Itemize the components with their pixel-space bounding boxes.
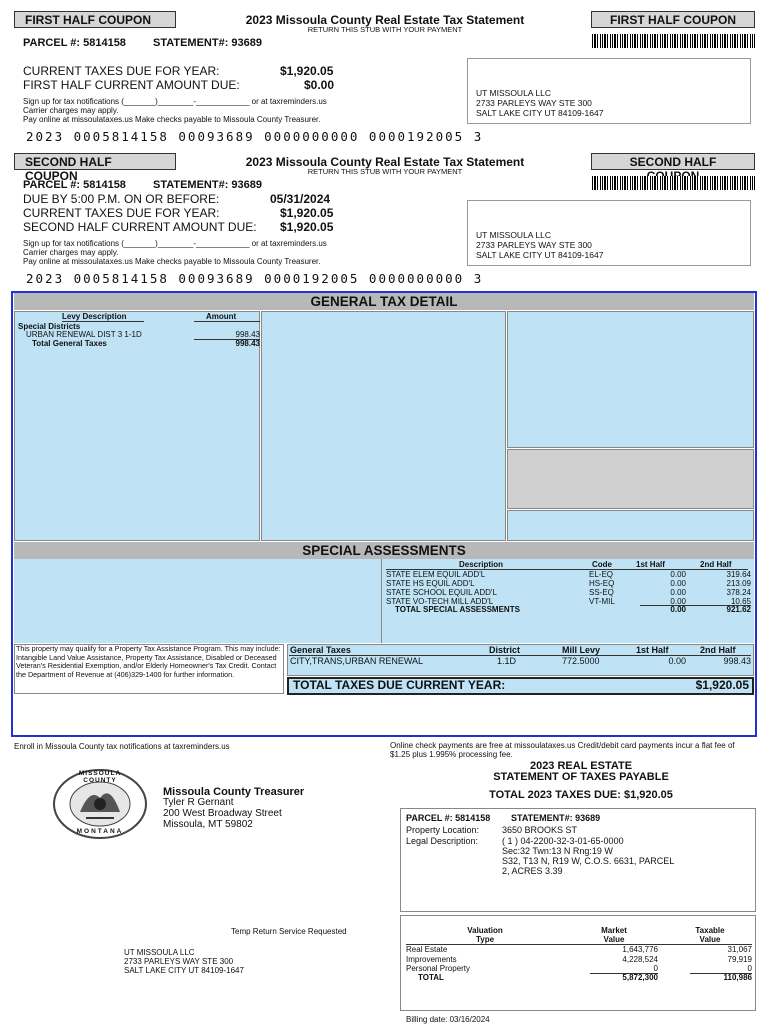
sa-first-half: 0.00 (670, 570, 686, 579)
treasurer-title: Missoula County Treasurer (163, 786, 305, 798)
statement-title: 2023 Missoula County Real Estate Tax Statement (245, 13, 525, 27)
parcel-number: PARCEL #: 5814158 (406, 813, 491, 823)
header-line: Value (699, 935, 721, 944)
address-line: 2733 PARLEYS WAY STE 300 (476, 98, 592, 108)
special-assessments-title: SPECIAL ASSESSMENTS (14, 542, 754, 559)
ocr-scan-line: 2023 0005814158 00093689 0000192005 0000000000 3 (26, 271, 484, 286)
valuation-type: Personal Property (406, 964, 471, 973)
sa-codes (589, 570, 615, 606)
current-taxes-value: $1,920.05 (280, 64, 334, 78)
billing-date: Billing date: 03/16/2024 (406, 1015, 490, 1024)
owner-address (124, 948, 244, 975)
address-line: 2733 PARLEYS WAY STE 300 (124, 957, 234, 966)
address-line: UT MISSOULA LLC (476, 88, 551, 98)
sa-second-half: 213.09 (726, 579, 751, 588)
market-values (590, 945, 658, 974)
second-half-coupon-label-right: SECOND HALF (591, 153, 755, 170)
total-general-amount: 998.43 (235, 339, 260, 348)
statement-number: STATEMENT#: 93689 (153, 179, 263, 191)
legal-description (502, 836, 674, 876)
right-panel-bottom (507, 510, 754, 541)
temp-return-notice: Temp Return Service Requested (231, 927, 347, 936)
taxable-value: 79,919 (727, 954, 752, 964)
taxable-value: 31,067 (727, 945, 752, 954)
gt-row-mill: 772.5000 (562, 656, 600, 666)
carrier-notice: Carrier charges may apply. (23, 106, 119, 115)
total-general-label: Total General Taxes (32, 339, 107, 348)
gt-header-second: 2nd Half (700, 645, 736, 655)
amount-header: Amount (206, 312, 237, 321)
market-value: 1,643,776 (622, 945, 658, 954)
address-line: 2733 PARLEYS WAY STE 300 (476, 240, 592, 250)
gt-row-district: 1.1D (497, 656, 517, 666)
sa-second-half-values (700, 570, 751, 606)
sa-code: VT-MIL (589, 597, 615, 606)
due-date-label: DUE BY 5:00 P.M. ON OR BEFORE: (23, 192, 220, 206)
levy-desc-header: Levy Description (62, 312, 127, 321)
sa-desc-header: Description (459, 560, 504, 569)
sa-first-half: 0.00 (670, 597, 686, 606)
valuation-type-header (440, 926, 530, 944)
header-line: Value (603, 935, 625, 944)
statement-title-1: 2023 REAL ESTATE (529, 760, 633, 772)
sa-code-header: Code (592, 560, 612, 569)
taxable-value: 0 (747, 964, 752, 973)
general-tax-detail-title: GENERAL TAX DETAIL (14, 293, 754, 310)
sa-first-half-header: 1st Half (636, 560, 665, 569)
gt-row-second: 998.43 (723, 656, 751, 666)
address-line: UT MISSOULA LLC (124, 948, 195, 957)
property-location-label: Property Location: (406, 825, 480, 835)
statement-number: STATEMENT#: 93689 (153, 37, 263, 49)
middle-panel (261, 311, 506, 541)
address-line: UT MISSOULA LLC (476, 230, 551, 240)
special-districts-label: Special Districts (18, 322, 81, 331)
barcode-icon (592, 176, 755, 190)
sa-code: HS-EQ (589, 579, 615, 588)
legal-line: ( 1 ) 04-2200-32-3-01-65-0000 (502, 836, 624, 846)
gt-row-first: 0.00 (668, 656, 686, 666)
signup-notice: Sign up for tax notifications (_______)________-____________ or at taxreminders.us (23, 97, 327, 106)
parcel-number: PARCEL #: 5814158 (23, 179, 126, 191)
legal-line: 2, ACRES 3.39 (502, 866, 563, 876)
mailing-address-box (467, 200, 751, 266)
address-line: SALT LAKE CITY UT 84109-1647 (476, 108, 604, 118)
parcel-number: PARCEL #: 5814158 (23, 37, 126, 49)
address-line: SALT LAKE CITY UT 84109-1647 (124, 966, 244, 975)
sa-second-half: 10.65 (730, 597, 751, 606)
first-half-coupon-label-left: FIRST HALF COUPON (14, 11, 176, 28)
pay-online-notice: Pay online at missoulataxes.us Make checks payable to Missoula County Treasurer. (23, 115, 321, 124)
header-line: Market (601, 926, 627, 935)
levy-item-amount: 998.43 (235, 330, 260, 339)
sa-total-first: 0.00 (670, 605, 686, 614)
current-taxes-value: $1,920.05 (280, 206, 334, 220)
right-panel-gray (507, 449, 754, 509)
valuation-type: Improvements (406, 954, 457, 964)
header-line: Type (475, 935, 495, 944)
right-panel-top (507, 311, 754, 448)
statement-number: STATEMENT#: 93689 (511, 813, 601, 823)
assistance-text: This property may qualify for a Property Tax Assistance Program. This may include: Intangible Land Value Assistance, Property Tax Assistance, Disabled or Deceased Veteran's Residential Exemption, and/or Elderly Homeowner's Tax Credit. Contact the Department of Revenue at (406)329-1400 for further information. (16, 644, 281, 679)
statement-title-2: STATEMENT OF TAXES PAYABLE (493, 771, 669, 783)
sa-desc: STATE VO-TECH MILL ADD'L (386, 597, 494, 606)
mailing-address-box (467, 58, 751, 124)
valuation-total-label: TOTAL (418, 973, 444, 982)
sa-first-half: 0.00 (670, 588, 686, 597)
gt-row-general: CITY,TRANS,URBAN RENEWAL (290, 656, 424, 666)
sa-first-half-values (640, 570, 686, 606)
gt-header-mill: Mill Levy (562, 645, 601, 655)
legal-line: Sec:32 Twn:13 N Rng:19 W (502, 846, 613, 856)
seal-top-text: MISSOULA COUNTY (78, 770, 122, 784)
total-due-title: TOTAL 2023 TAXES DUE: $1,920.05 (489, 789, 673, 801)
second-half-due-value: $1,920.05 (280, 220, 334, 234)
return-stub-note: RETURN THIS STUB WITH YOUR PAYMENT (307, 167, 463, 176)
seal-bottom-text: MONTANA (76, 828, 124, 835)
due-date-value: 05/31/2024 (270, 192, 331, 206)
market-total: 5,872,300 (622, 973, 658, 982)
sa-desc: STATE HS EQUIL ADD'L (386, 579, 475, 588)
gt-header-general: General Taxes (290, 645, 351, 655)
taxable-values (690, 945, 752, 974)
header-line: Valuation (467, 926, 503, 935)
first-half-coupon-label-right: FIRST HALF COUPON (591, 11, 755, 28)
sa-second-half-header: 2nd Half (700, 560, 732, 569)
header-line: Taxable (695, 926, 725, 935)
gt-header-first: 1st Half (636, 645, 669, 655)
barcode-icon (592, 34, 755, 48)
sa-desc: STATE SCHOOL EQUIL ADD'L (386, 588, 497, 597)
enroll-notice: Enroll in Missoula County tax notifications at taxreminders.us (14, 742, 230, 751)
sa-total-second: 921.62 (726, 605, 751, 614)
online-payment-notice: Online check payments are free at missoulataxes.us Credit/debit card payments incur a flat fee of $1.25 plus 1.995% processing fee. (390, 741, 735, 759)
sa-code: SS-EQ (589, 588, 614, 597)
treasurer-block (163, 797, 282, 830)
statement-title: 2023 Missoula County Real Estate Tax Statement (245, 155, 525, 169)
market-value: 0 (653, 964, 658, 973)
second-half-due-label: SECOND HALF CURRENT AMOUNT DUE: (23, 220, 257, 234)
carrier-notice: Carrier charges may apply. (23, 248, 119, 257)
sa-total-label: TOTAL SPECIAL ASSESSMENTS (395, 605, 520, 614)
divider (194, 321, 260, 322)
taxable-total: 110,986 (723, 973, 752, 982)
treasurer-name: Tyler R Gernant (163, 797, 234, 808)
sa-desc: STATE ELEM EQUIL ADD'L (386, 570, 486, 579)
sa-row (386, 570, 497, 606)
legal-description-label: Legal Description: (406, 836, 479, 846)
treasurer-address: 200 West Broadway Street (163, 808, 282, 819)
legal-line: S32, T13 N, R19 W, C.O.S. 6631, PARCEL (502, 856, 675, 866)
taxable-value-header (680, 926, 740, 944)
total-taxes-value: $1,920.05 (695, 678, 749, 692)
total-taxes-label: TOTAL TAXES DUE CURRENT YEAR: (293, 678, 506, 692)
sa-code: EL-EQ (589, 570, 614, 579)
current-taxes-label: CURRENT TAXES DUE FOR YEAR: (23, 206, 220, 220)
sa-second-half: 378.24 (726, 588, 751, 597)
special-left-blank (14, 559, 382, 643)
current-taxes-label: CURRENT TAXES DUE FOR YEAR: (23, 64, 220, 78)
return-stub-note: RETURN THIS STUB WITH YOUR PAYMENT (307, 25, 463, 34)
levy-item-desc: URBAN RENEWAL DIST 3 1-1D (26, 330, 142, 339)
property-location: 3650 BROOKS ST (502, 825, 578, 835)
pay-online-notice: Pay online at missoulataxes.us Make checks payable to Missoula County Treasurer. (23, 257, 321, 266)
sa-first-half: 0.00 (670, 579, 686, 588)
first-half-due-value: $0.00 (304, 78, 335, 92)
market-value-header (584, 926, 644, 944)
gt-header-district: District (489, 645, 521, 655)
valuation-type: Real Estate (406, 945, 448, 954)
market-value: 4,228,524 (622, 954, 658, 964)
valuation-types (406, 945, 470, 974)
signup-notice: Sign up for tax notifications (_______)________-____________ or at taxreminders.us (23, 239, 327, 248)
treasurer-city: Missoula, MT 59802 (163, 819, 253, 830)
address-line: SALT LAKE CITY UT 84109-1647 (476, 250, 604, 260)
second-half-coupon-label-left: SECOND HALF COUPON (14, 153, 176, 170)
county-seal-icon (50, 768, 150, 840)
first-half-due-label: FIRST HALF CURRENT AMOUNT DUE: (23, 78, 240, 92)
sa-second-half: 319.64 (726, 570, 751, 579)
ocr-scan-line: 2023 0005814158 00093689 0000000000 0000192005 3 (26, 129, 484, 144)
